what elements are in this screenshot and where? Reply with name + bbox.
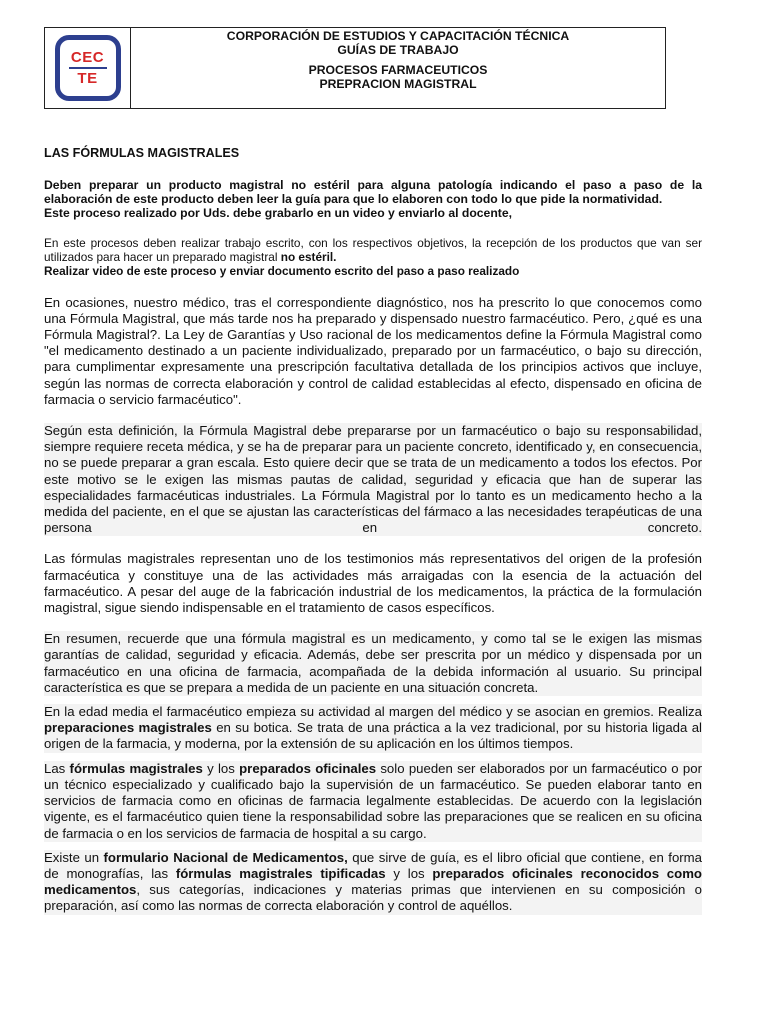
section-heading: LAS FÓRMULAS MAGISTRALES (44, 146, 240, 160)
assignment-line-2: Este proceso realizado por Uds. debe grabarlo en un video y enviarlo al docente, (44, 206, 512, 221)
p6-text-e: solo pueden ser elaborados por un farmacéutico o por un técnico especializado y cualificado bajo la supervisión de un farmacéutico. Se pueden elaborar tanto en servicios de farmacia como en oficinas de farmacia legalmente establecidas. De acuerdo con la legislación vigente, es el farmacéutico quien tiene la responsabilidad sobre las preparaciones que se realicen en su oficina de farmacia o en los servicios de farmacia de hospital a su cargo. (44, 760, 702, 841)
p5-bold-b: preparaciones magistrales (44, 720, 212, 736)
paragraph-7 (44, 850, 702, 915)
header-titles (131, 28, 665, 108)
document-body (44, 146, 702, 930)
p7-bold-d: fórmulas magistrales tipificadas (175, 865, 386, 881)
topic-title: PREPRACION MAGISTRAL (319, 76, 477, 91)
paragraph-2: Según esta definición, la Fórmula Magistral debe prepararse por un farmacéutico o bajo su responsabilidad, siempre requiere receta médica, y se ha de preparar para un paciente concreto, identificado y, en consecuencia, no se puede preparar a gran escala. Esto quiere decir que se trata de un medicamento a todos los efectos. Por este motivo se le exigen las mismas pautas de calidad, seguridad y eficacia que han de superar las especialidades farmacéuticas industriales. La Fórmula Magistral por lo tanto es un medicamento hecho a la medida del paciente, en el que se ajustan las características del fármaco a las necesidades terapéuticas de una persona en concreto. (44, 423, 702, 536)
instructions-block (44, 236, 702, 278)
paragraph-5 (44, 704, 702, 753)
logo-cell (45, 28, 131, 108)
header-table (44, 27, 666, 109)
p7-text-c: que sirve de guía, es el libro oficial que contiene, en forma de monografías, las (44, 849, 702, 881)
p5-text-a: En la edad media el farmacéutico empieza su actividad al margen del médico y se asocian en gremios. Realiza (44, 704, 702, 720)
paragraph-4: En resumen, recuerde que una fórmula magistral es un medicamento, y como tal se le exigen las mismas garantías de calidad, seguridad y eficacia. Además, debe ser prescrita por un médico y dispensada por un farmacéutico en una oficina de farmacia, acompañada de la debida información al usuario. Su principal característica es que se prepara a medida de un paciente en una situación concreta. (44, 631, 702, 695)
p6-text-c: y los (202, 760, 240, 776)
p6-bold-d: preparados oficinales (239, 760, 377, 776)
p7-text-a: Existe un (44, 849, 104, 865)
logo-text-top: CEC (70, 49, 105, 66)
paragraph-1: En ocasiones, nuestro médico, tras el correspondiente diagnóstico, nos ha prescrito lo que conocemos como una Fórmula Magistral, que más tarde nos ha preparado y dispensado nuestro farmacéutico. Pero, ¿qué es una Fórmula Magistral?. La Ley de Garantías y Uso racional de los medicamentos define la Fórmula Magistral como "el medicamento destinado a un paciente individualizado, preparado por un farmacéutico, o bajo su dirección, para cumplimentar expresamente una prescripción facultativa detallada de los principios activos que incluye, según las normas de correcta elaboración y control de calidad establecidas al efecto, dispensado en oficina de farmacia o servicio farmacéutico". (44, 294, 702, 407)
logo-divider (69, 67, 107, 69)
p7-text-g: , sus categorías, indicaciones y materias primas que intervienen en su composición o preparación, así como las normas de correcta elaboración y control de aquéllos. (44, 882, 702, 914)
instructions-body: En este procesos deben realizar trabajo escrito, con los respectivos objetivos, la recepción de los productos que van ser utilizados para hacer un preparado magistral (44, 235, 702, 264)
org-name: CORPORACIÓN DE ESTUDIOS Y CAPACITACIÓN TÉCNICA (226, 29, 570, 43)
paragraph-3: Las fórmulas magistrales representan uno de los testimonios más representativos del origen de la profesión farmacéutica y constituye una de las actividades más arraigadas con la esencia de la actuación del farmacéutico. A pesar del auge de la fabricación industrial de los medicamentos, la práctica de la formulación magistral, sigue siendo indispensable en el tratamiento de casos específicos. (44, 551, 702, 616)
p5-text-c: en su botica. Se trata de una práctica a la vez tradicional, por su historia ligada al origen de la farmacia, y moderna, por la extensión de su aplicación en los últimos tiempos. (44, 720, 702, 752)
instructions-text (44, 236, 702, 264)
guide-title: GUÍAS DE TRABAJO (337, 42, 459, 57)
cecte-logo (55, 35, 121, 101)
assignment-line-1: Deben preparar un producto magistral no estéril para alguna patología indicando el paso a paso de la elaboración de este producto deben leer la guía para que lo elaboren con todo lo que pide la normatividad. (44, 178, 702, 207)
logo-text-bottom: TE (77, 70, 98, 87)
instructions-bold-tail: no estéril. (280, 249, 337, 264)
assignment-block (44, 178, 702, 221)
p6-bold-b: fórmulas magistrales (69, 760, 203, 776)
p7-bold-f: preparados oficinales reconocidos como medicamentos (44, 865, 702, 898)
paragraph-6 (44, 761, 702, 842)
p7-bold-b: formulario Nacional de Medicamentos, (103, 849, 348, 865)
course-title: PROCESOS FARMACEUTICOS (308, 63, 488, 77)
instructions-line-2: Realizar video de este proceso y enviar documento escrito del paso a paso realizado (44, 263, 520, 278)
p7-text-e: y los (385, 865, 433, 881)
p6-text-a: Las (44, 760, 70, 776)
